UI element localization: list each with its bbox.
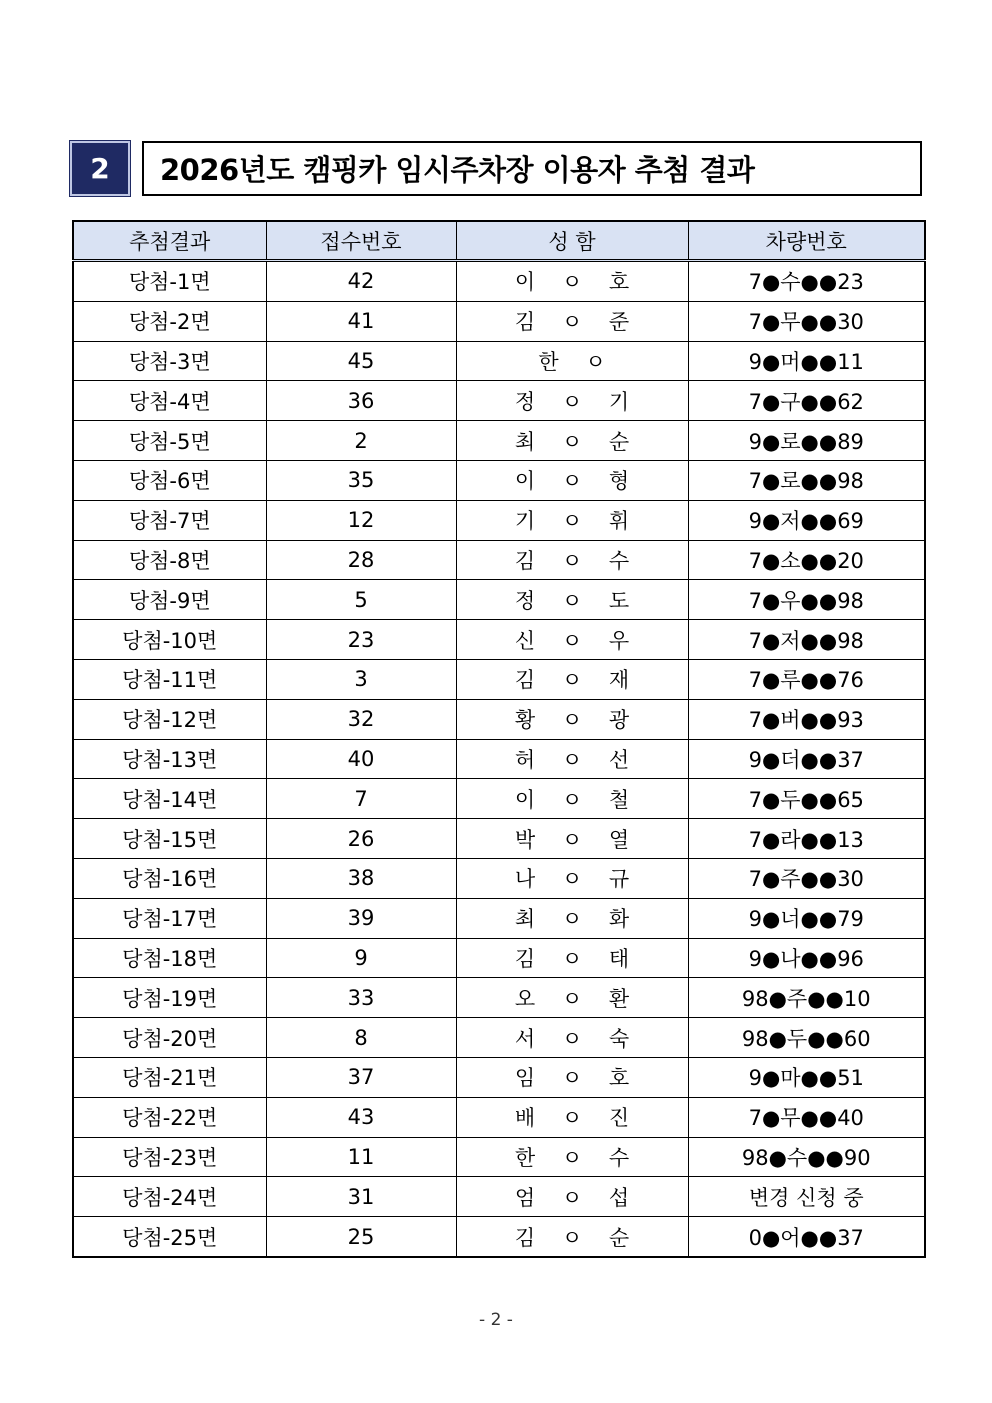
- result-cell: 당첨-13면: [73, 739, 266, 779]
- section-number-badge: 2: [70, 141, 130, 196]
- receipt-number-cell: 33: [266, 978, 456, 1018]
- result-cell: 당첨-20면: [73, 1018, 266, 1058]
- plate-number-cell: 9●로●●89: [688, 421, 925, 461]
- plate-number-cell: 7●두●●65: [688, 779, 925, 819]
- name-cell: 나 ㅇ 규: [456, 858, 688, 898]
- name-cell: 김 ㅇ 순: [456, 1217, 688, 1257]
- plate-number-cell: 7●무●●30: [688, 301, 925, 341]
- table-row: [73, 938, 925, 978]
- result-cell: 당첨-2면: [73, 301, 266, 341]
- table-body: [73, 261, 925, 1257]
- name-cell: 이 ㅇ 형: [456, 460, 688, 500]
- receipt-number-cell: 2: [266, 421, 456, 461]
- section-header: [70, 141, 922, 196]
- receipt-number-cell: 26: [266, 819, 456, 859]
- plate-number-cell: 9●너●●79: [688, 898, 925, 938]
- table-row: [73, 739, 925, 779]
- result-cell: 당첨-10면: [73, 620, 266, 660]
- plate-number-cell: 변경 신청 중: [688, 1177, 925, 1217]
- lottery-results-table: [72, 220, 926, 1258]
- result-cell: 당첨-14면: [73, 779, 266, 819]
- result-cell: 당첨-24면: [73, 1177, 266, 1217]
- receipt-number-cell: 35: [266, 460, 456, 500]
- receipt-number-cell: 12: [266, 500, 456, 540]
- result-cell: 당첨-4면: [73, 381, 266, 421]
- name-cell: 엄 ㅇ 섭: [456, 1177, 688, 1217]
- plate-number-cell: 0●어●●37: [688, 1217, 925, 1257]
- table-row: [73, 858, 925, 898]
- result-cell: 당첨-16면: [73, 858, 266, 898]
- table-row: [73, 421, 925, 461]
- name-cell: 황 ㅇ 광: [456, 699, 688, 739]
- result-cell: 당첨-5면: [73, 421, 266, 461]
- table-row: [73, 1097, 925, 1137]
- plate-number-cell: 98●두●●60: [688, 1018, 925, 1058]
- receipt-number-cell: 8: [266, 1018, 456, 1058]
- name-cell: 임 ㅇ 호: [456, 1057, 688, 1097]
- table-row: [73, 460, 925, 500]
- plate-number-cell: 9●마●●51: [688, 1057, 925, 1097]
- page-number: - 2 -: [479, 1310, 513, 1330]
- name-cell: 한 ㅇ: [456, 341, 688, 381]
- receipt-number-cell: 9: [266, 938, 456, 978]
- result-cell: 당첨-15면: [73, 819, 266, 859]
- plate-number-cell: 7●라●●13: [688, 819, 925, 859]
- name-cell: 신 ㅇ 우: [456, 620, 688, 660]
- receipt-number-cell: 45: [266, 341, 456, 381]
- name-cell: 김 ㅇ 수: [456, 540, 688, 580]
- receipt-number-cell: 43: [266, 1097, 456, 1137]
- name-cell: 허 ㅇ 선: [456, 739, 688, 779]
- result-cell: 당첨-18면: [73, 938, 266, 978]
- receipt-number-cell: 36: [266, 381, 456, 421]
- name-cell: 기 ㅇ 휘: [456, 500, 688, 540]
- receipt-number-cell: 31: [266, 1177, 456, 1217]
- plate-number-cell: 7●버●●93: [688, 699, 925, 739]
- receipt-number-cell: 3: [266, 659, 456, 699]
- name-cell: 배 ㅇ 진: [456, 1097, 688, 1137]
- name-cell: 최 ㅇ 순: [456, 421, 688, 461]
- receipt-number-cell: 23: [266, 620, 456, 660]
- plate-number-cell: 7●주●●30: [688, 858, 925, 898]
- result-cell: 당첨-17면: [73, 898, 266, 938]
- header-result: 추첨결과: [73, 221, 266, 261]
- table-row: [73, 500, 925, 540]
- table-row: [73, 659, 925, 699]
- receipt-number-cell: 5: [266, 580, 456, 620]
- plate-number-cell: 7●구●●62: [688, 381, 925, 421]
- receipt-number-cell: 11: [266, 1137, 456, 1177]
- result-cell: 당첨-11면: [73, 659, 266, 699]
- name-cell: 오 ㅇ 환: [456, 978, 688, 1018]
- plate-number-cell: 7●소●●20: [688, 540, 925, 580]
- result-cell: 당첨-6면: [73, 460, 266, 500]
- table-row: [73, 381, 925, 421]
- plate-number-cell: 7●루●●76: [688, 659, 925, 699]
- name-cell: 김 ㅇ 준: [456, 301, 688, 341]
- plate-number-cell: 7●저●●98: [688, 620, 925, 660]
- table-row: [73, 1137, 925, 1177]
- table-row: [73, 1217, 925, 1257]
- result-cell: 당첨-3면: [73, 341, 266, 381]
- result-cell: 당첨-9면: [73, 580, 266, 620]
- table-row: [73, 620, 925, 660]
- plate-number-cell: 98●주●●10: [688, 978, 925, 1018]
- plate-number-cell: 7●우●●98: [688, 580, 925, 620]
- result-cell: 당첨-22면: [73, 1097, 266, 1137]
- receipt-number-cell: 7: [266, 779, 456, 819]
- receipt-number-cell: 28: [266, 540, 456, 580]
- name-cell: 이 ㅇ 호: [456, 261, 688, 302]
- plate-number-cell: 7●로●●98: [688, 460, 925, 500]
- plate-number-cell: 7●수●●23: [688, 261, 925, 302]
- name-cell: 김 ㅇ 태: [456, 938, 688, 978]
- header-receipt-number: 접수번호: [266, 221, 456, 261]
- name-cell: 김 ㅇ 재: [456, 659, 688, 699]
- name-cell: 한 ㅇ 수: [456, 1137, 688, 1177]
- plate-number-cell: 9●머●●11: [688, 341, 925, 381]
- table-row: [73, 261, 925, 302]
- receipt-number-cell: 32: [266, 699, 456, 739]
- receipt-number-cell: 37: [266, 1057, 456, 1097]
- receipt-number-cell: 40: [266, 739, 456, 779]
- result-cell: 당첨-1면: [73, 261, 266, 302]
- name-cell: 서 ㅇ 숙: [456, 1018, 688, 1058]
- table-row: [73, 699, 925, 739]
- table-row: [73, 779, 925, 819]
- table-row: [73, 540, 925, 580]
- header-name: 성 함: [456, 221, 688, 261]
- name-cell: 이 ㅇ 철: [456, 779, 688, 819]
- table-row: [73, 580, 925, 620]
- table-row: [73, 1018, 925, 1058]
- result-cell: 당첨-7면: [73, 500, 266, 540]
- result-cell: 당첨-21면: [73, 1057, 266, 1097]
- section-title: 2026년도 캠핑카 임시주차장 이용자 추첨 결과: [142, 141, 922, 196]
- table-row: [73, 1177, 925, 1217]
- result-cell: 당첨-8면: [73, 540, 266, 580]
- name-cell: 정 ㅇ 도: [456, 580, 688, 620]
- header-plate-number: 차량번호: [688, 221, 925, 261]
- result-cell: 당첨-23면: [73, 1137, 266, 1177]
- table-row: [73, 819, 925, 859]
- name-cell: 박 ㅇ 열: [456, 819, 688, 859]
- plate-number-cell: 9●저●●69: [688, 500, 925, 540]
- name-cell: 정 ㅇ 기: [456, 381, 688, 421]
- plate-number-cell: 9●나●●96: [688, 938, 925, 978]
- table-row: [73, 978, 925, 1018]
- table-row: [73, 1057, 925, 1097]
- table-row: [73, 341, 925, 381]
- result-cell: 당첨-25면: [73, 1217, 266, 1257]
- receipt-number-cell: 25: [266, 1217, 456, 1257]
- table-row: [73, 898, 925, 938]
- table-row: [73, 301, 925, 341]
- result-cell: 당첨-12면: [73, 699, 266, 739]
- receipt-number-cell: 41: [266, 301, 456, 341]
- receipt-number-cell: 42: [266, 261, 456, 302]
- table-header-row: [73, 221, 925, 261]
- result-cell: 당첨-19면: [73, 978, 266, 1018]
- plate-number-cell: 7●무●●40: [688, 1097, 925, 1137]
- plate-number-cell: 9●더●●37: [688, 739, 925, 779]
- receipt-number-cell: 38: [266, 858, 456, 898]
- receipt-number-cell: 39: [266, 898, 456, 938]
- name-cell: 최 ㅇ 화: [456, 898, 688, 938]
- plate-number-cell: 98●수●●90: [688, 1137, 925, 1177]
